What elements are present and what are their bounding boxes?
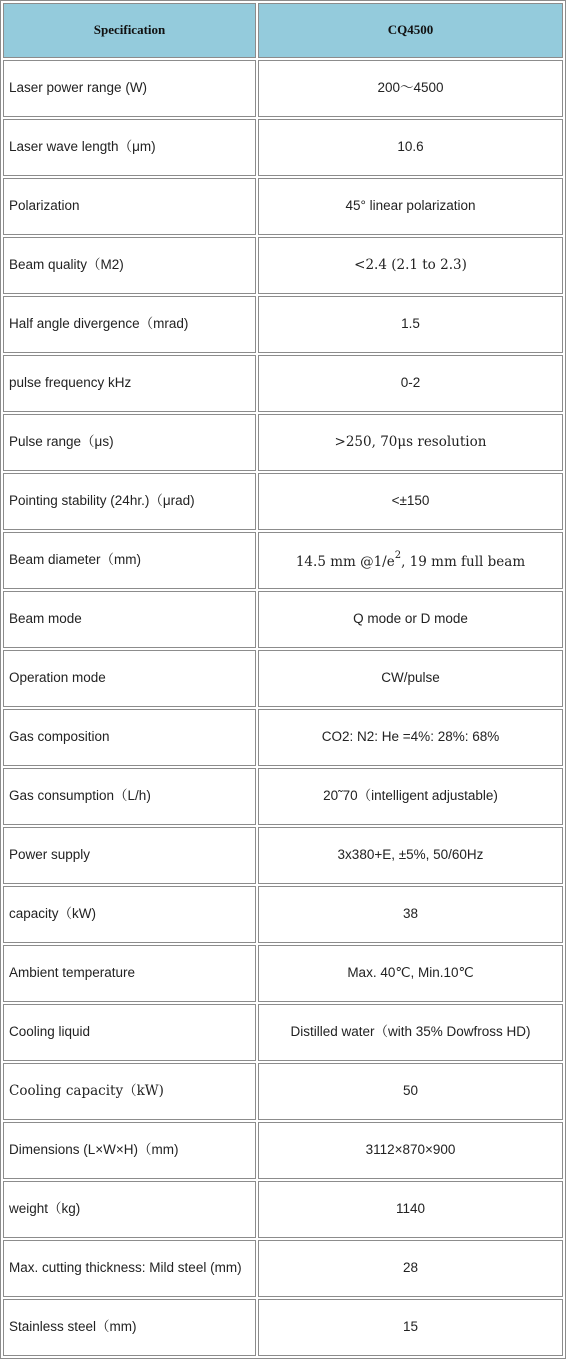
header-specification: Specification [3,3,256,58]
table-row [3,60,563,117]
row-value: Max. 40℃, Min.10℃ [258,945,563,1002]
table-row [3,414,563,471]
row-value [258,532,563,589]
row-label: Gas composition [3,709,256,766]
row-value: 15 [258,1299,563,1356]
table-row [3,1063,563,1120]
table-row [3,709,563,766]
table-row [3,355,563,412]
row-label: Operation mode [3,650,256,707]
row-value: CW/pulse [258,650,563,707]
row-label: Beam quality（M2) [3,237,256,294]
table-row [3,532,563,589]
table-row [3,591,563,648]
row-label: weight（kg) [3,1181,256,1238]
table-row [3,473,563,530]
row-label: capacity（kW) [3,886,256,943]
table-row [3,237,563,294]
row-label: Max. cutting thickness: Mild steel (mm) [3,1240,256,1297]
row-label: Beam mode [3,591,256,648]
row-value: 3x380+E, ±5%, 50/60Hz [258,827,563,884]
row-value: 10.6 [258,119,563,176]
row-label: Beam diameter（mm) [3,532,256,589]
table-row [3,1004,563,1061]
beam-diameter-superscript: 2 [394,550,402,562]
header-model: CQ4500 [258,3,563,58]
row-label: Dimensions (L×W×H)（mm) [3,1122,256,1179]
table-row [3,945,563,1002]
row-value: 200～4500 [258,60,563,117]
row-label: Stainless steel（mm) [3,1299,256,1356]
table-row [3,1240,563,1297]
row-value: CO2: N2: He =4%: 28%: 68% [258,709,563,766]
row-value: <±150 [258,473,563,530]
row-label: Ambient temperature [3,945,256,1002]
table-row [3,1122,563,1179]
row-label: Power supply [3,827,256,884]
table-row [3,1181,563,1238]
table-row [3,827,563,884]
row-value: Distilled water（with 35% Dowfross HD) [258,1004,563,1061]
row-value: 45° linear polarization [258,178,563,235]
beam-diameter-rest: , 19 mm full beam [401,554,526,571]
row-value: 3112×870×900 [258,1122,563,1179]
row-value: 28 [258,1240,563,1297]
row-label: Laser wave length（μm) [3,119,256,176]
table-row [3,296,563,353]
table-row [3,886,563,943]
row-value: 20˜70（intelligent adjustable) [258,768,563,825]
table-row [3,1299,563,1356]
row-label: Cooling liquid [3,1004,256,1061]
row-value: Q mode or D mode [258,591,563,648]
row-label: pulse frequency kHz [3,355,256,412]
row-value: 38 [258,886,563,943]
row-label: Gas consumption（L/h) [3,768,256,825]
row-value: 1.5 [258,296,563,353]
row-value: 1140 [258,1181,563,1238]
row-value: >250, 70μs resolution [258,414,563,471]
table-header-row [3,3,563,58]
row-label: Polarization [3,178,256,235]
table-row [3,178,563,235]
row-value: <2.4 (2.1 to 2.3) [258,237,563,294]
row-value: 50 [258,1063,563,1120]
table-row [3,119,563,176]
table-row [3,768,563,825]
row-label: Laser power range (W) [3,60,256,117]
row-label: Cooling capacity（kW) [3,1063,256,1120]
row-value: 0-2 [258,355,563,412]
row-label: Pulse range（μs) [3,414,256,471]
beam-diameter-main: 14.5 mm @1/e [295,554,395,571]
table-row [3,650,563,707]
row-label: Pointing stability (24hr.)（μrad) [3,473,256,530]
row-label: Half angle divergence（mrad) [3,296,256,353]
